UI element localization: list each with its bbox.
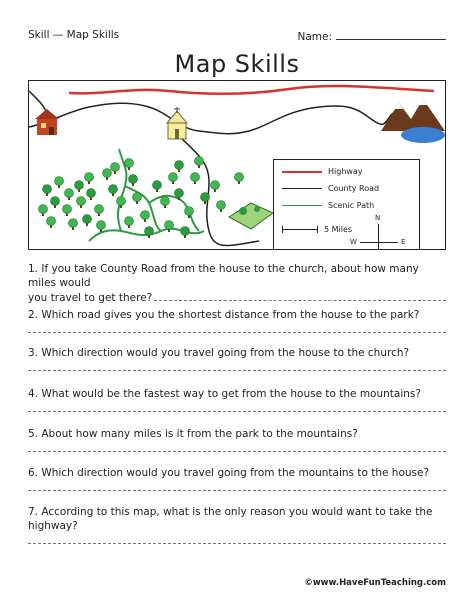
question-7 — [28, 505, 446, 544]
website-credit: ©www.HaveFunTeaching.com — [304, 578, 446, 588]
question-4-text: 4. What would be the fastest way to get from the house to the mountains? — [28, 388, 421, 400]
tree-icon — [191, 173, 200, 185]
tree-icon — [65, 189, 74, 201]
question-1 — [28, 262, 446, 305]
tree-icon — [153, 181, 162, 193]
tree-icon — [235, 173, 244, 185]
scale-label: 5 Miles — [324, 225, 353, 234]
tree-icon — [109, 185, 118, 197]
tree-icon — [117, 197, 126, 209]
tree-icon — [125, 159, 134, 171]
question-4 — [28, 387, 446, 412]
tree-icon — [201, 193, 210, 205]
tree-icon — [77, 197, 86, 209]
map-scale — [282, 225, 352, 234]
question-7-text: 7. According to this map, what is the only reason you would want to take the highway? — [28, 506, 433, 532]
tree-icon — [69, 219, 78, 231]
tree-icon — [175, 189, 184, 201]
legend-item-county-road — [282, 184, 379, 193]
tree-icon — [103, 169, 112, 181]
map-illustration — [28, 80, 446, 250]
tree-icon — [47, 217, 56, 229]
compass-horizontal — [360, 242, 398, 243]
skill-label: Skill — Map Skills — [28, 29, 120, 41]
scale-bar — [282, 229, 318, 230]
compass-west: W — [350, 238, 357, 246]
question-1-text-cont: you travel to get there? — [28, 292, 153, 304]
answer-line-4[interactable] — [28, 411, 446, 412]
compass-rose — [350, 214, 406, 250]
tree-icon — [97, 221, 106, 233]
legend-item-scenic-path — [282, 201, 374, 210]
answer-line-1[interactable] — [154, 290, 446, 301]
tree-icon — [83, 215, 92, 227]
legend-label-scenic-path: Scenic Path — [328, 201, 375, 210]
tree-icon — [125, 217, 134, 229]
answer-line-2[interactable] — [28, 332, 446, 333]
tree-icon — [43, 185, 52, 197]
legend-label-highway: Highway — [328, 167, 363, 176]
tree-icon — [133, 193, 142, 205]
tree-icon — [129, 175, 138, 187]
tree-icon — [75, 181, 84, 193]
compass-east: E — [401, 238, 406, 246]
tree-icon — [39, 205, 48, 217]
question-6-text: 6. Which direction would you travel going from the mountains to the house? — [28, 467, 430, 479]
name-blank-line[interactable] — [336, 29, 446, 40]
tree-icon — [161, 197, 170, 209]
legend-line-highway — [282, 171, 322, 173]
question-3 — [28, 346, 446, 371]
tree-icon — [51, 197, 60, 209]
question-2-text: 2. Which road gives you the shortest distance from the house to the park? — [28, 309, 420, 321]
legend-label-county-road: County Road — [328, 184, 380, 193]
tree-icon — [211, 181, 220, 193]
question-6 — [28, 466, 446, 491]
legend-line-scenic-path — [282, 205, 322, 206]
tree-icon — [217, 201, 226, 213]
tree-icon — [185, 207, 194, 219]
compass-vertical — [378, 224, 379, 250]
tree-icon — [169, 173, 178, 185]
tree-icon — [175, 161, 184, 173]
legend-item-highway — [282, 167, 363, 176]
answer-line-5[interactable] — [28, 451, 446, 452]
legend-line-county-road — [282, 188, 322, 189]
question-3-text: 3. Which direction would you travel going from the house to the church? — [28, 347, 410, 359]
tree-icon — [141, 211, 150, 223]
tree-icon — [165, 221, 174, 233]
tree-icon — [63, 205, 72, 217]
question-2 — [28, 308, 446, 333]
tree-icon — [87, 189, 96, 201]
question-5-text: 5. About how many miles is it from the park to the mountains? — [28, 428, 358, 440]
answer-line-6[interactable] — [28, 490, 446, 491]
page-title: Map Skills — [174, 50, 300, 78]
name-field[interactable] — [297, 29, 446, 43]
answer-line-3[interactable] — [28, 370, 446, 371]
question-1-text: 1. If you take County Road from the house to the church, about how many miles would — [28, 263, 419, 289]
tree-icon — [111, 163, 120, 175]
answer-line-7[interactable] — [28, 543, 446, 544]
tree-icon — [181, 227, 190, 239]
name-label: Name: — [297, 31, 332, 43]
tree-icon — [95, 205, 104, 217]
tree-icon — [145, 227, 154, 239]
worksheet-header — [28, 29, 446, 45]
tree-icon — [55, 177, 64, 189]
tree-icon — [85, 173, 94, 185]
question-5 — [28, 427, 446, 452]
map-legend — [273, 159, 420, 250]
compass-north: N — [375, 214, 381, 222]
tree-icon — [195, 157, 204, 169]
